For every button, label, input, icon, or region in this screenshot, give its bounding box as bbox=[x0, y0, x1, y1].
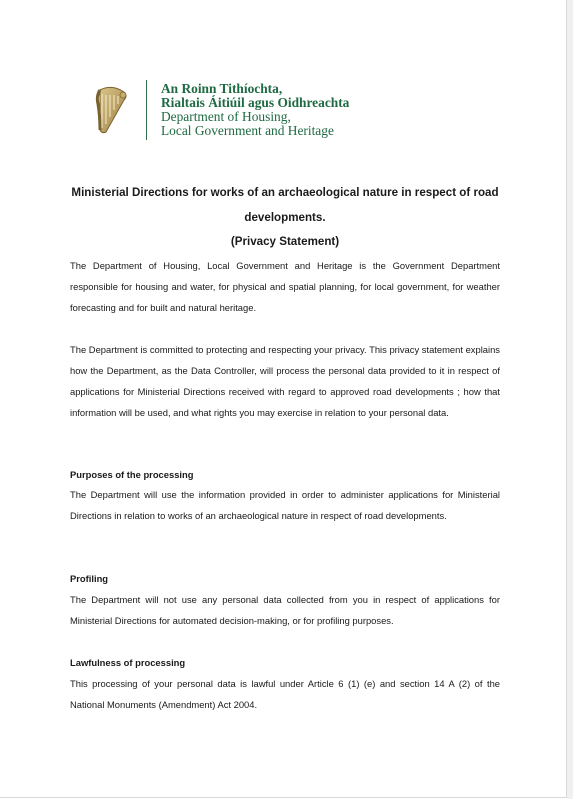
lawfulness-heading: Lawfulness of processing bbox=[70, 657, 186, 668]
intro-paragraph: The Department of Housing, Local Government and Heritage is the Government Department responsible for housing and water, for physical and spatial planning, for local government, for weather forecasting and for built and natural heritage. bbox=[70, 260, 500, 313]
department-name-block bbox=[161, 82, 349, 138]
harp-icon bbox=[94, 86, 130, 136]
department-name-irish-1: An Roinn Tithíochta, bbox=[161, 81, 283, 96]
logo-divider bbox=[146, 80, 147, 140]
department-logo bbox=[94, 80, 384, 142]
commitment-paragraph: The Department is committed to protecting and respecting your privacy. This privacy statement explains how the Department, as the Data Controller, will process the personal data provided to it in respect of applications for Ministerial Directions received with regard to approved road developments ; how that information will be used, and what rights you may exercise in relation to your personal data. bbox=[70, 344, 500, 418]
department-name-english-2: Local Government and Heritage bbox=[161, 123, 334, 138]
document-subtitle: (Privacy Statement) bbox=[230, 235, 340, 248]
purposes-paragraph: The Department will use the information provided in order to administer applications for Ministerial Directions in relation to works of an archaeological nature in respect of road developments. bbox=[70, 489, 500, 521]
department-name-irish-2: Rialtais Áitiúil agus Oidhreachta bbox=[161, 95, 350, 110]
profiling-paragraph: The Department will not use any personal data collected from you in respect of applications for Ministerial Directions for automated decision-making, or for profiling purposes. bbox=[70, 594, 500, 626]
viewer-scroll-edge[interactable] bbox=[567, 0, 573, 799]
document-title: Ministerial Directions for works of an archaeological nature in respect of road developments. bbox=[71, 186, 499, 224]
lawfulness-paragraph: This processing of your personal data is lawful under Article 6 (1) (e) and section 14 A (2) of the National Monuments (Amendment) Act 2004. bbox=[70, 678, 500, 710]
department-name-english-1: Department of Housing, bbox=[161, 109, 291, 124]
profiling-heading: Profiling bbox=[70, 573, 109, 584]
purposes-heading: Purposes of the processing bbox=[70, 469, 194, 480]
